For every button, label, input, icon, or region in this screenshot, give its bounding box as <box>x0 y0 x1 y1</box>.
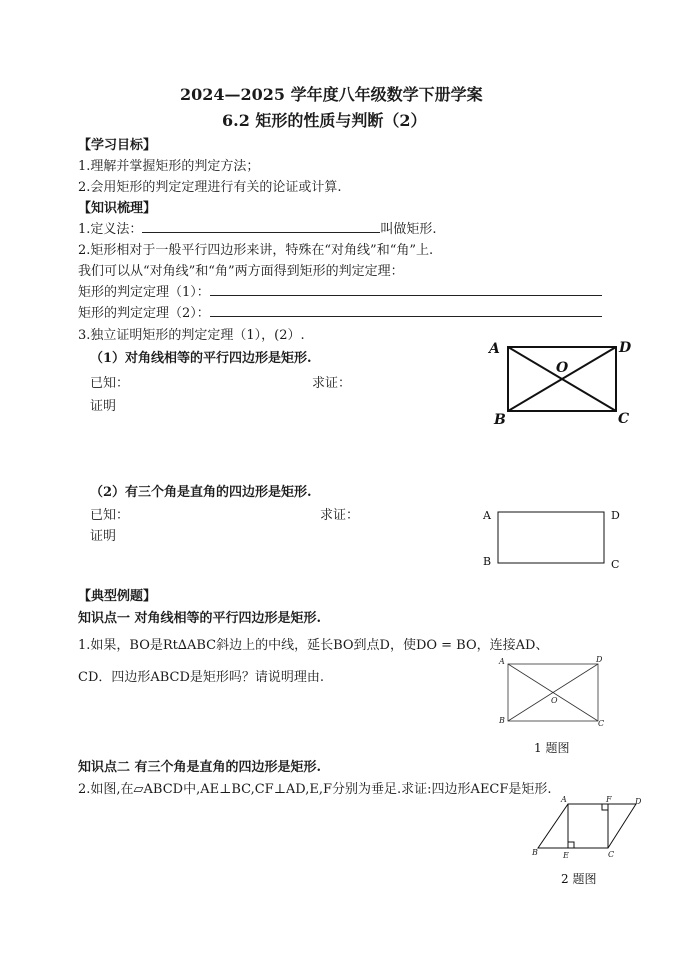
example-2-text: 2.如图,在▱ABCD中,AE⊥BC,CF⊥AD,E,F分别为垂足.求证:四边形AECF是矩形. <box>78 782 552 797</box>
definition-blank[interactable] <box>142 220 380 233</box>
figure-4-parallelogram-abcd <box>538 804 636 848</box>
proof-2-known: 已知： <box>90 508 130 523</box>
figure-3-label-d: D <box>596 655 603 664</box>
figure-4-label-b: B <box>532 848 538 857</box>
figure-4-label-c: C <box>608 850 615 859</box>
figure-3-label-a: A <box>499 657 505 666</box>
example-1-line-2: CD．四边形ABCD是矩形吗？请说明理由. <box>78 670 325 685</box>
figure-4-label-f: F <box>606 795 612 804</box>
figure-2-rect <box>498 512 604 563</box>
figure-3-rectangle <box>496 652 611 757</box>
figure-2-label-d: D <box>611 509 620 522</box>
theorem-1-line <box>78 281 602 300</box>
proof-1-prove: 求证： <box>312 376 352 391</box>
proof-1-known: 已知： <box>90 376 130 391</box>
proof-2-title: （2）有三个角是直角的四边形是矩形. <box>90 485 312 500</box>
review-item-1-prefix: 1.定义法： <box>78 222 143 237</box>
goal-item-1: 1.理解并掌握矩形的判定方法； <box>78 159 260 174</box>
figure-1-label-a: A <box>489 341 500 357</box>
goals-heading: 【学习目标】 <box>78 138 157 153</box>
review-heading: 【知识梳理】 <box>78 201 157 216</box>
knowledge-point-2: 知识点二 有三个角是直角的四边形是矩形. <box>78 760 322 775</box>
figure-1-rectangle <box>485 335 635 430</box>
review-item-2b: 我们可以从“对角线”和“角”两方面得到矩形的判定定理： <box>78 264 404 279</box>
figure-4-label-e: E <box>563 851 569 860</box>
figure-4-right-angle-f <box>602 804 608 810</box>
proof-1-title: （1）对角线相等的平行四边形是矩形. <box>90 351 312 366</box>
figure-4-label-a: A <box>561 795 567 804</box>
example-1-line-1: 1.如果，BO是Rt∆ABC斜边上的中线，延长BO到点D，使DO = BO，连接AD、 <box>78 638 549 653</box>
theorem-2-label: 矩形的判定定理（2）： <box>78 306 210 321</box>
figure-1-label-d: D <box>619 340 632 356</box>
figure-2-label-a: A <box>483 509 491 522</box>
figure-3-label-b: B <box>499 716 505 725</box>
theorem-2-line <box>78 302 602 321</box>
knowledge-point-1: 知识点一 对角线相等的平行四边形是矩形. <box>78 611 322 626</box>
proof-2-proof: 证明 <box>90 529 117 544</box>
figure-1-label-c: C <box>618 411 630 427</box>
figure-4-caption: 2 题图 <box>561 872 597 886</box>
figure-3-caption: 1 题图 <box>534 741 570 755</box>
figure-1-label-b: B <box>494 412 506 428</box>
figure-3-label-c: C <box>598 719 605 728</box>
examples-heading: 【典型例题】 <box>78 589 157 604</box>
figure-4-parallelogram <box>528 792 648 892</box>
proof-2-prove: 求证： <box>320 508 360 523</box>
review-item-2: 2.矩形相对于一般平行四边形来讲，特殊在“对角线”和“角”上. <box>78 243 434 258</box>
figure-2-label-c: C <box>611 558 620 571</box>
figure-2-label-b: B <box>483 555 492 568</box>
page-title: 2024—2025 学年度八年级数学下册学案 <box>180 85 483 104</box>
figure-2-quadrilateral <box>478 502 628 574</box>
goal-item-2: 2.会用矩形的判定定理进行有关的论证或计算. <box>78 180 342 195</box>
review-item-3: 3.独立证明矩形的判定定理（1），(2）. <box>78 328 305 343</box>
figure-4-label-d: D <box>635 797 642 806</box>
proof-1-proof: 证明 <box>90 399 117 414</box>
theorem-1-blank[interactable] <box>210 283 602 296</box>
review-item-1-suffix: 叫做矩形. <box>380 222 437 237</box>
lesson-title: 6.2 矩形的性质与判断（2） <box>222 111 427 130</box>
review-item-1 <box>78 218 437 237</box>
figure-1-label-o: O <box>556 360 569 376</box>
figure-4-right-angle-e <box>568 842 574 848</box>
theorem-2-blank[interactable] <box>210 304 602 317</box>
figure-3-label-o: O <box>551 696 558 705</box>
theorem-1-label: 矩形的判定定理（1）： <box>78 285 210 300</box>
